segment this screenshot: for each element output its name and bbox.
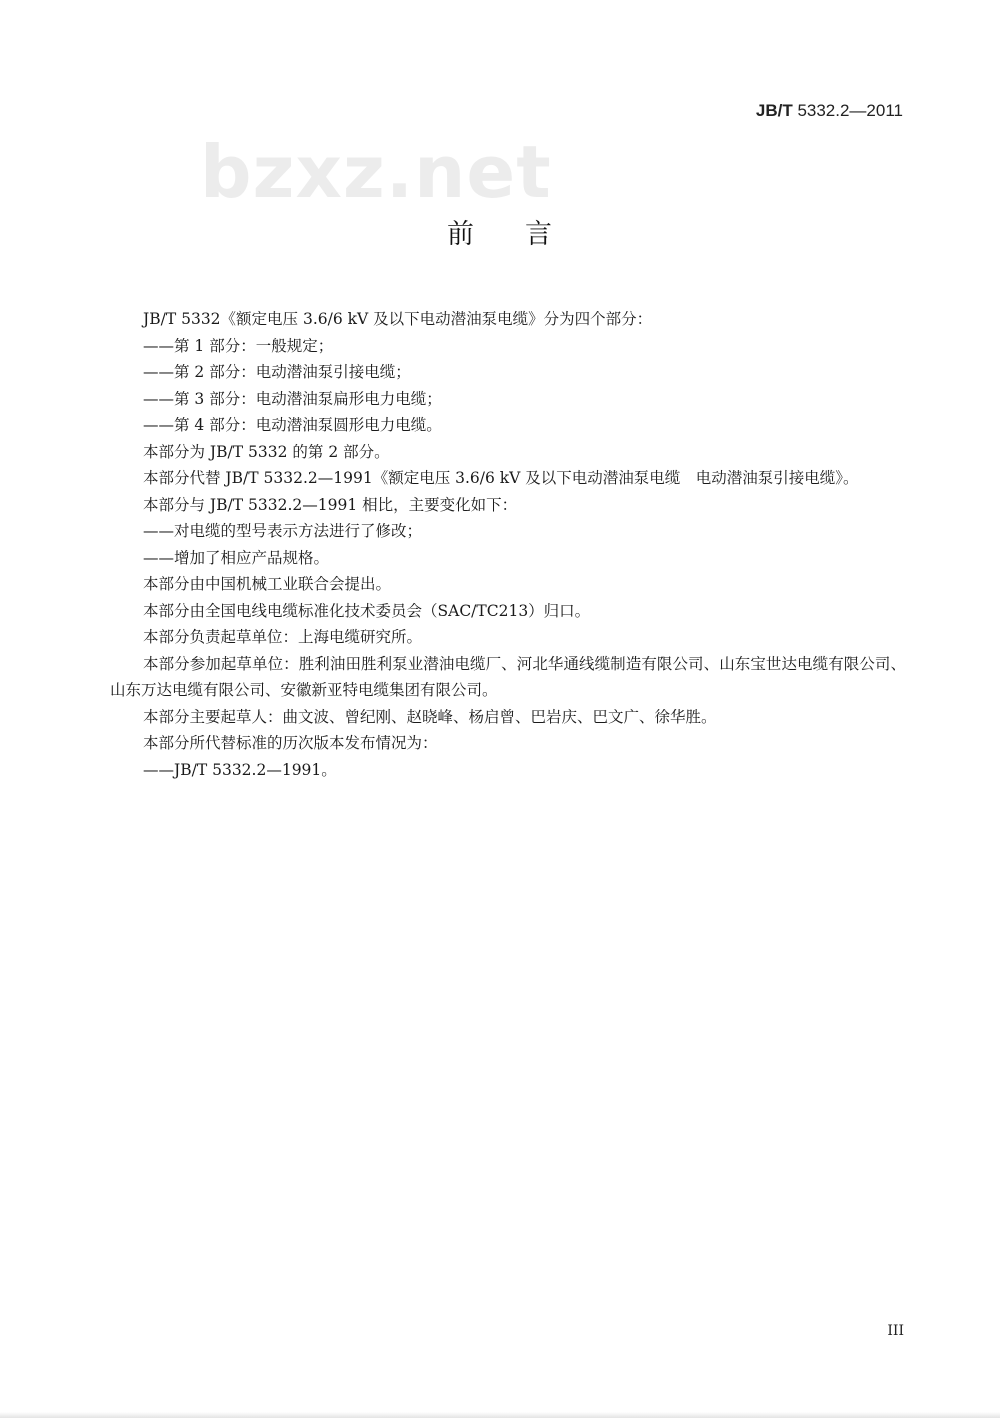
paragraph-replaces: 本部分代替 JB/T 5332.2—1991《额定电压 3.6/6 kV 及以下电动潜油泵电缆 电动潜油泵引接电缆》。 [143, 469, 859, 487]
paragraph-changes-intro: 本部分与 JB/T 5332.2—1991 相比，主要变化如下： [143, 495, 518, 514]
paragraph-history-intro: 本部分所代替标准的历次版本发布情况为： [143, 734, 438, 752]
paragraph-parts-intro: JB/T 5332《额定电压 3.6/6 kV 及以下电动潜油泵电缆》分为四个部分： [143, 310, 653, 328]
title-char-2: 言 [525, 219, 553, 250]
list-item-part-1: ——第 1 部分：一般规定； [143, 336, 334, 355]
standard-code: 5332.2—2011 [797, 101, 903, 120]
list-item-part-2: ——第 2 部分：电动潜油泵引接电缆； [143, 363, 411, 381]
page-number: III [887, 1323, 904, 1339]
page-title [0, 212, 1000, 251]
foreword-body [110, 306, 906, 783]
list-item-change-2: ——增加了相应产品规格。 [143, 548, 330, 567]
page-bottom-edge [0, 1412, 1000, 1418]
paragraph-centralized-by: 本部分由全国电线电缆标准化技术委员会（SAC/TC213）归口。 [143, 601, 591, 620]
paragraph-participating-units: 本部分参加起草单位：胜利油田胜利泵业潜油电缆厂、河北华通线缆制造有限公司、山东宝世达电缆有限公司、山东万达电缆有限公司、安徽新亚特电缆集团有限公司。 [110, 654, 906, 699]
list-item-part-4: ——第 4 部分：电动潜油泵圆形电力电缆。 [143, 416, 442, 434]
paragraph-proposed-by: 本部分由中国机械工业联合会提出。 [143, 575, 392, 593]
paragraph-this-part: 本部分为 JB/T 5332 的第 2 部分。 [143, 442, 390, 461]
paragraph-drafting-unit: 本部分负责起草单位：上海电缆研究所。 [143, 628, 423, 646]
standard-number [756, 101, 903, 121]
title-char-1: 前 [447, 219, 475, 250]
paragraph-drafters: 本部分主要起草人：曲文波、曾纪刚、赵晓峰、杨启曾、巴岩庆、巴文广、徐华胜。 [143, 707, 717, 726]
list-item-part-3: ——第 3 部分：电动潜油泵扁形电力电缆； [143, 389, 442, 408]
list-item-history-1: ——JB/T 5332.2—1991。 [143, 760, 337, 779]
standard-prefix: JB/T [755, 101, 793, 120]
list-item-change-1: ——对电缆的型号表示方法进行了修改； [143, 522, 423, 540]
watermark: bzxz.net [200, 130, 552, 214]
